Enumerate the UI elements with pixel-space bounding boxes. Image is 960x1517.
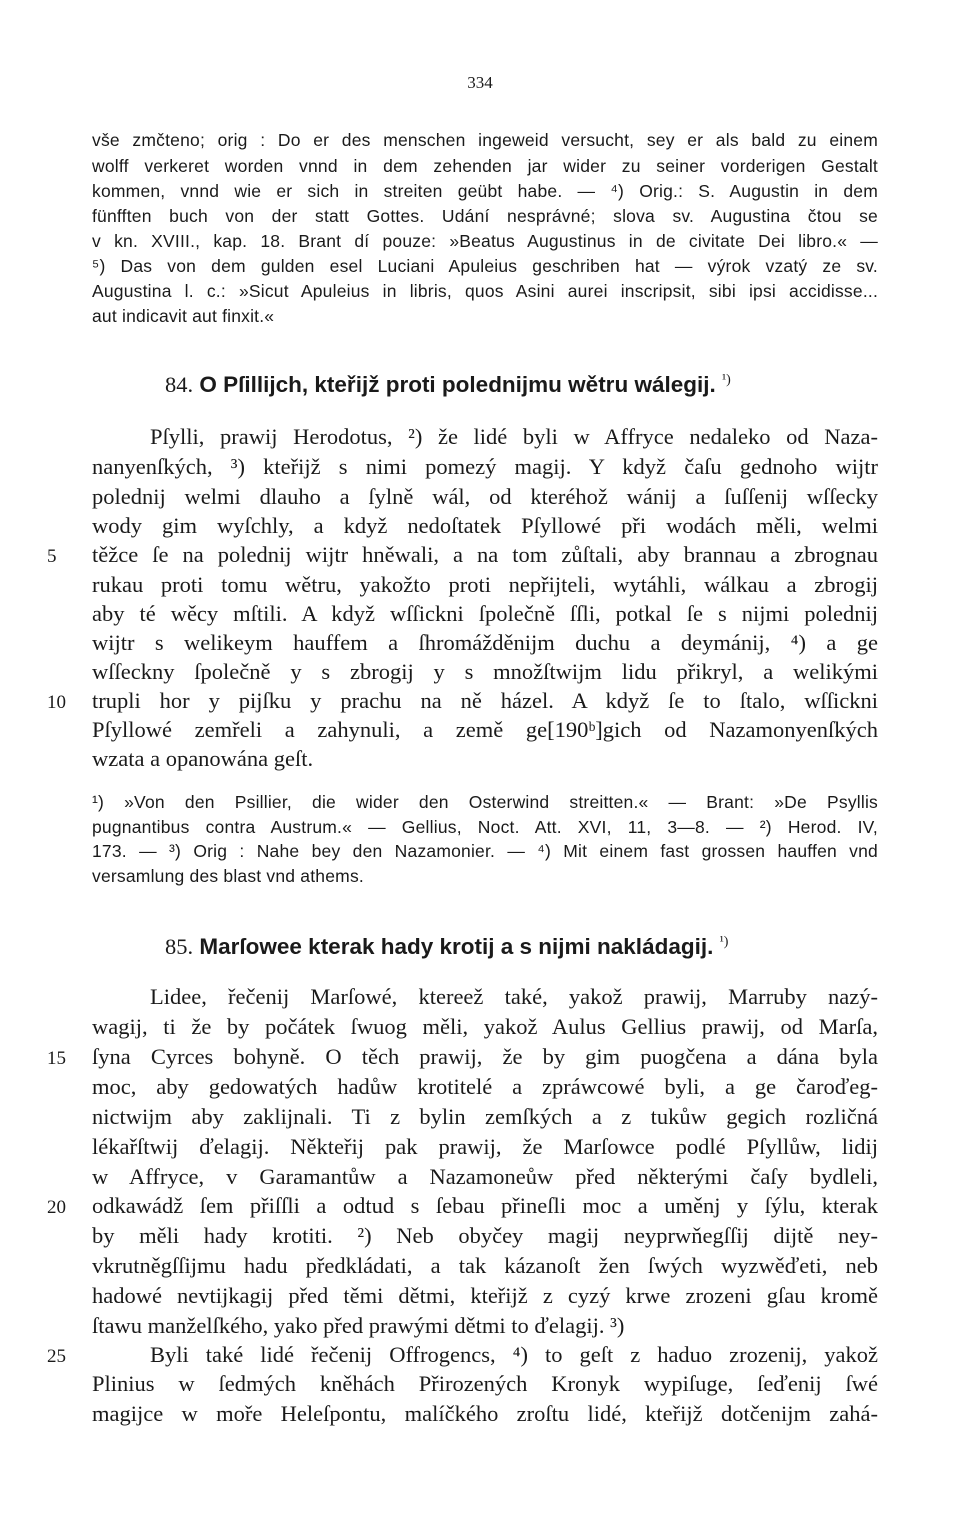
text-line: Plinius w ſedmých kněhách Přirozených Kronyk wypiſuge, ſeďenij ſwé [92, 1371, 878, 1396]
footnote-line: ¹) »Von den Psillier, die wider den Osterwind streitten.« — Brant: »De Psyllis [92, 792, 878, 812]
footnote-line: ⁵) Das von dem gulden esel Luciani Apuleius geschriben hat — výrok vzatý ze sv. [92, 256, 878, 276]
text-line: těžce ſe na polednij wijtr hněwali, a na tom zůſtali, aby brannau a zbrognau [92, 542, 878, 567]
footnote-line: wolff verkeret worden vnnd in dem zehenden jar wider zu seiner vorderigen Gestalt [92, 156, 878, 176]
footnote-line: aut indicavit aut finxit.« [92, 306, 275, 326]
line-number: 10 [47, 692, 66, 713]
footnote-line: v kn. XVIII., kap. 18. Brant dí pouze: »Beatus Augustinus in de civitate Dei libro.« — [92, 231, 878, 251]
footnote-line: 173. — ³) Orig : Nahe bey den Nazamonier. — ⁴) Mit einem fast grossen hauffen vnd [92, 841, 878, 861]
section-number: 85. [165, 934, 194, 959]
section-title: O Pſillijch, kteřijž proti polednijmu wětru wálegij. [199, 372, 716, 397]
text-line: polednij welmi dlauho a ſylně wál, od kteréhož wánij a ſuſſenij wſſecky [92, 484, 878, 509]
footnote-line: Augustina l. c.: »Sicut Apuleius in libris, quos Asini aurei inscripsit, sibi ipsi accidisse... [92, 281, 878, 301]
footnote-line: pugnantibus contra Austrum.« — Gellius, Noct. Att. XVI, 11, 3—8. — ²) Herod. IV, [92, 817, 878, 837]
text-line: ſtawu manželſkého, yako před prawými dětmi to ďelagij. ³) [92, 1313, 625, 1338]
section-title: Marſowee kterak hady krotij a s nijmi nakládagij. [199, 934, 714, 959]
section-heading-84 [165, 372, 731, 398]
text-line: Pſyllowé zemřeli a zahynuli, a země ge[190ᵇ]gich od Nazamonyenſkých [92, 717, 878, 742]
text-line: hadowé nevtijkagij před těmi dětmi, kteřijž z cyzý krwe zrozeni gſau kromě [92, 1283, 878, 1308]
text-line: nictwijm aby zaklijnali. Ti z bylin zemſkých a z tukůw gegich rozličná [92, 1104, 878, 1129]
section-number: 84. [165, 372, 194, 397]
text-line: lékařſtwij ďelagij. Někteřij pak prawij, že Marſowce podlé Pſyllůw, lidij [92, 1134, 878, 1159]
section-heading-85 [165, 934, 728, 960]
line-number: 15 [47, 1048, 66, 1069]
text-line: rukau proti tomu wětru, yakožto proti nepřijteli, wytáhli, wálkau a zbrogij [92, 572, 878, 597]
text-line: Byli také lidé řečenij Offrogencs, ⁴) to geſt z haduo zrozenij, yakož [150, 1342, 878, 1367]
text-line: wijtr s welikeym hauffem a ſhromážděnijm duchu a deymánij, ⁴) a ge [92, 630, 878, 655]
footnote-line: kommen, vnnd wie er sich in streiten geübt habe. — ⁴) Orig.: S. Augustin in dem [92, 181, 878, 201]
text-line: wody gim wyſchly, a když nedoſtatek Pſyllowé při wodách měli, welmi [92, 513, 878, 538]
line-number: 5 [47, 546, 57, 567]
text-line: w Affryce, v Garamantůw a Nazamoneůw před některými čaſy bydleli, [92, 1164, 878, 1189]
text-line: Lidee, řečenij Marſowé, ktereež také, yakož prawij, Marruby nazý- [150, 984, 878, 1009]
footnote-mark: ¹) [719, 934, 729, 950]
text-line: ſyna Cyrces bohyně. O těch prawij, že by gim puogčena a dána byla [92, 1044, 878, 1069]
line-number: 20 [47, 1197, 66, 1218]
text-line: wzata a opanowána geſt. [92, 746, 314, 771]
text-line: trupli hor y pijſku y prachu na ně házel. A když ſe to ſtalo, wſſickni [92, 688, 878, 713]
text-line: Pſylli, prawij Herodotus, ²) že lidé byli w Affryce nedaleko od Naza- [150, 424, 878, 449]
line-number: 25 [47, 1346, 66, 1367]
text-line: odkawádž ſem přiſſli a odtud s ſebau přineſli moc a uměnj y ſýlu, kterak [92, 1193, 878, 1218]
footnote-mark: ¹) [721, 372, 731, 388]
text-line: nanyenſkých, ³) kteřijž s nimi pomezý magij. Y když čaſu gednoho wijtr [92, 454, 878, 479]
text-line: wſſeckny ſpolečně y s zbrogij y s množſtwijm lidu přikryl, a welikými [92, 659, 878, 684]
footnote-line: vše zmčteno; orig : Do er des menschen ingeweid versucht, sey er als bald zu einem [92, 130, 878, 150]
text-line: by měli hady krotiti. ²) Neb obyčey magij neyprwňegſſij dijtě ney- [92, 1223, 878, 1248]
text-line: vkrutněgſſijmu hadu předkládati, a tak kázanoſt žen ſwých wyzwěďeti, neb [92, 1253, 878, 1278]
text-line: moc, aby gedowatých hadůw krotitelé a zpráwcowé byli, a ge čaroďeg- [92, 1074, 878, 1099]
text-line: wagij, ti že by počátek ſwuog měli, yakož Aulus Gellius prawij, od Marſa, [92, 1014, 878, 1039]
page-number: 334 [467, 73, 493, 92]
footnote-line: versamlung des blast vnd athems. [92, 866, 364, 886]
text-line: magijce w moře Heleſpontu, malíčkého zroſtu lidé, kteřijž dotčenijm zahá- [92, 1401, 878, 1426]
footnote-line: fünfften buch von der statt Gottes. Udání nesprávné; slova sv. Augustina čtou se [92, 206, 878, 226]
text-line: aby té wěcy mſtili. A když wſſickni ſpolečně ſſli, potkal ſe s nijmi polednij [92, 601, 878, 626]
